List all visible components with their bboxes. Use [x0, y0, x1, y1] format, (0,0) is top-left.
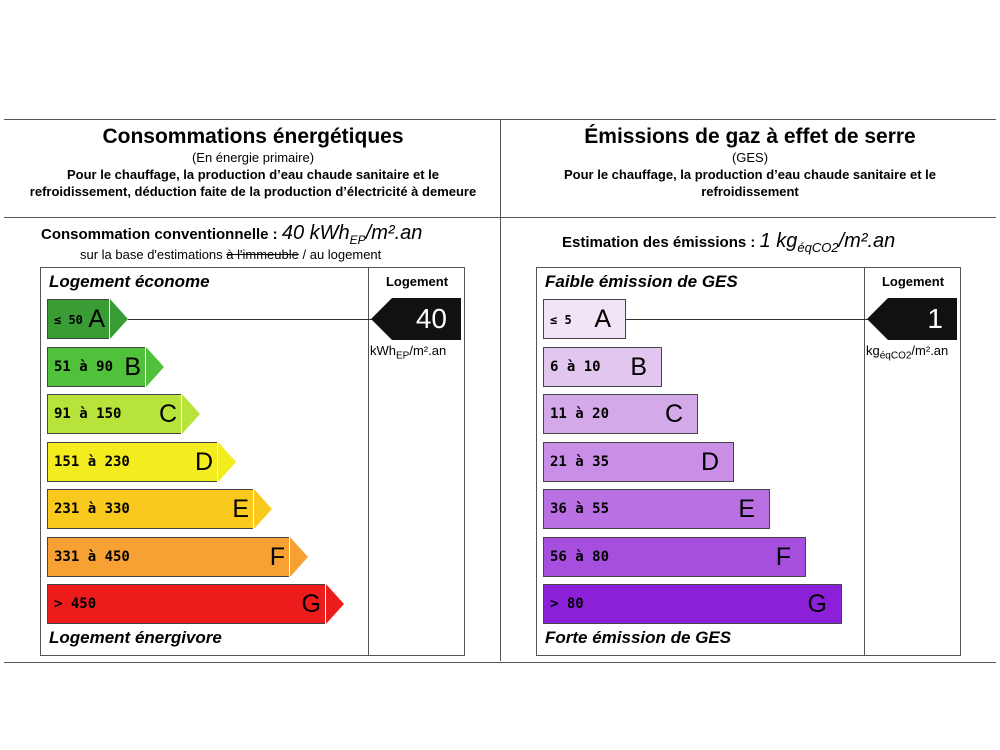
ges-class-bar — [543, 299, 626, 339]
energy-class-range: 331 à 450 — [54, 548, 130, 565]
energy-basis-note: sur la base d'estimations à l'immeuble / au logement — [80, 247, 382, 262]
ges-class-range: ≤ 5 — [550, 313, 572, 327]
energy-class-range: > 450 — [54, 596, 97, 612]
ges-class-letter: B — [630, 352, 647, 381]
ges-class-bar — [543, 394, 698, 434]
ges-subtitle: (GES) — [731, 150, 769, 165]
ges-emission — [562, 230, 895, 255]
energy-class-letter: C — [158, 400, 177, 428]
energy-class-letter: B — [124, 352, 141, 381]
ges-class-letter: D — [700, 447, 719, 476]
energy-header — [24, 124, 482, 200]
column-divider — [500, 119, 501, 661]
energy-consumption-value: 40 kWh$_{EP}$/m².an — [281, 222, 423, 247]
struck-text: à l'immeuble — [226, 247, 299, 262]
energy-class-bar — [47, 584, 325, 624]
energy-class-bar — [47, 537, 289, 577]
ges-class-range: 6 à 10 — [550, 358, 601, 375]
ges-class-letter: A — [594, 305, 611, 333]
energy-class-range: 51 à 90 — [54, 358, 114, 375]
ges-class-bar — [543, 489, 770, 529]
ges-top-label: Faible émission de GES — [545, 272, 738, 291]
energy-class-letter: A — [88, 305, 105, 333]
energy-class-letter: D — [194, 447, 213, 476]
ges-class-range: 11 à 20 — [550, 406, 610, 422]
ges-pointer — [888, 298, 957, 340]
energy-class-arrow — [182, 394, 200, 434]
energy-class-arrow — [146, 347, 164, 387]
ges-pointer-value: 1 — [927, 303, 943, 334]
energy-class-arrow — [254, 489, 272, 529]
ges-bottom-label: Forte émission de GES — [545, 628, 732, 647]
ges-header — [520, 124, 980, 200]
energy-class-arrow — [290, 537, 308, 577]
ges-class-range: 56 à 80 — [550, 548, 610, 565]
energy-class-letter: E — [232, 495, 249, 523]
header-divider — [4, 217, 996, 218]
ges-pointer-line — [626, 319, 869, 320]
energy-class-letter: G — [301, 590, 321, 618]
ges-class-letter: G — [807, 590, 827, 618]
energy-class-bar — [47, 299, 109, 339]
energy-class-bar — [47, 442, 217, 482]
energy-class-range: ≤ 50 — [54, 313, 83, 327]
energy-class-letter: F — [269, 542, 285, 571]
ges-class-range: > 80 — [550, 596, 584, 612]
energy-subtitle: (En énergie primaire) — [191, 150, 315, 165]
energy-pointer-line — [128, 319, 373, 320]
energy-class-range: 91 à 150 — [54, 406, 122, 422]
energy-top-label: Logement économe — [49, 272, 210, 291]
energy-bottom-label: Logement énergivore — [49, 628, 222, 647]
ges-class-letter: F — [775, 542, 791, 571]
energy-class-bar — [47, 489, 253, 529]
ges-description: Pour le chauffage, la production d’eau chaude sanitaire et le refroidissement — [563, 167, 937, 199]
ges-emission-label: Estimation des émissions : — [562, 234, 756, 251]
energy-class-range: 151 à 230 — [54, 453, 130, 470]
ges-emission-value: 1 $kg_{éqCO2}/m^2.an$ — [759, 230, 896, 255]
ges-class-range: 21 à 35 — [550, 453, 610, 470]
energy-description: Pour le chauffage, la production d’eau chaude sanitaire et le refroidissement, déduction faite de la production d’électricité à demeure — [29, 167, 477, 199]
energy-pointer — [392, 298, 461, 340]
ges-class-letter: C — [664, 400, 683, 428]
energy-class-range: 231 à 330 — [54, 501, 130, 517]
energy-pointer-value: 40 — [415, 303, 447, 334]
ges-class-letter: E — [738, 495, 755, 523]
ges-class-bar — [543, 442, 734, 482]
energy-consumption — [41, 222, 422, 247]
energy-pointer-unit: kWh$_{EP}$/m².an — [370, 343, 447, 362]
energy-class-bar — [47, 347, 145, 387]
energy-class-arrow — [326, 584, 344, 624]
energy-class-arrow — [218, 442, 236, 482]
ges-title: Émissions de gaz à effet de serre — [584, 125, 916, 148]
energy-title: Consommations énergétiques — [102, 125, 404, 148]
ges-pointer-unit: $kg_{éqCO2}/m^2.an$ — [866, 343, 949, 362]
energy-class-bar — [47, 394, 181, 434]
energy-column-header: Logement — [385, 274, 449, 289]
ges-class-bar — [543, 347, 662, 387]
energy-consumption-label: Consommation conventionnelle : — [41, 226, 278, 243]
ges-class-range: 36 à 55 — [550, 501, 610, 517]
ges-class-bar — [543, 584, 842, 624]
ges-class-bar — [543, 537, 806, 577]
ges-column-header: Logement — [881, 274, 945, 289]
energy-class-arrow — [110, 299, 128, 339]
